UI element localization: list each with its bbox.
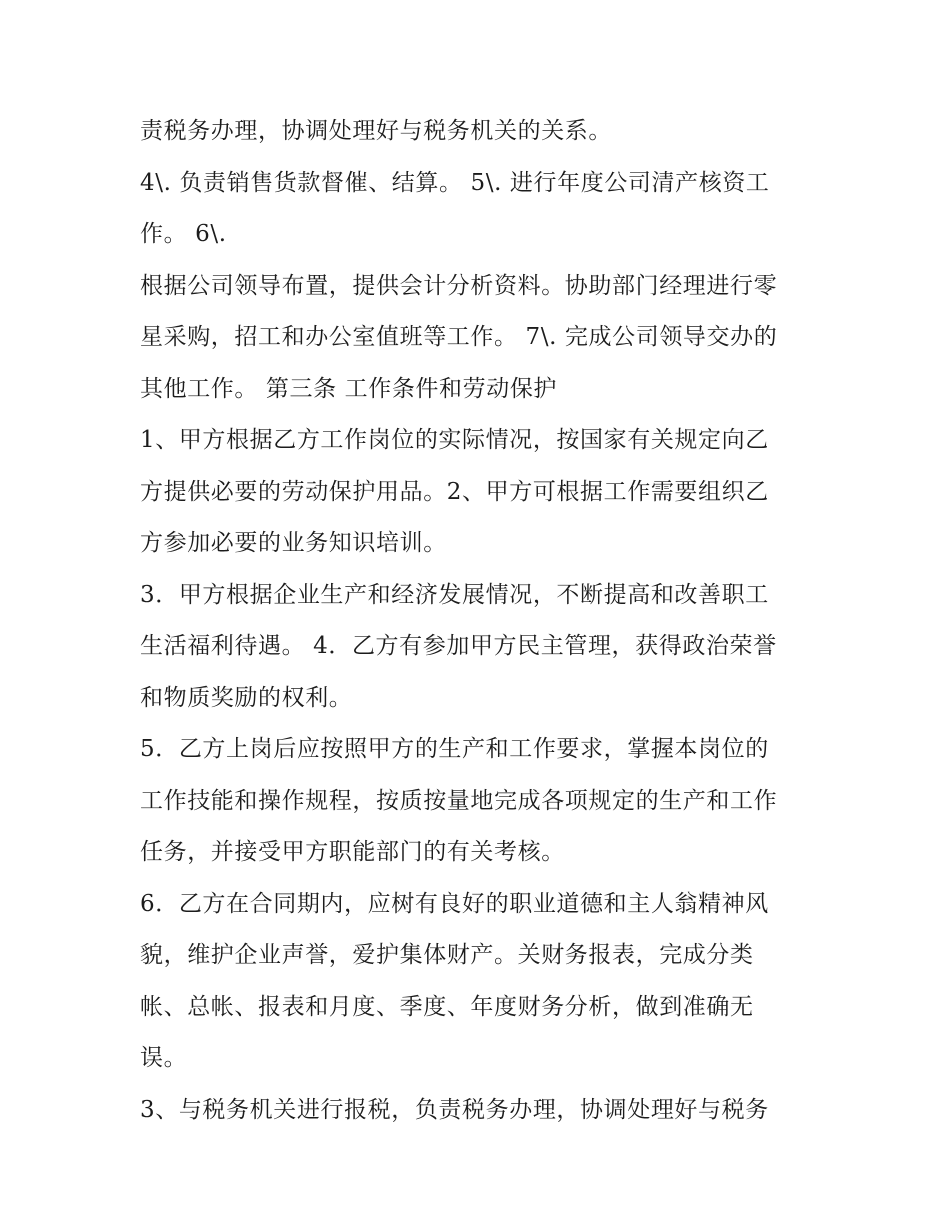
text-line: 方参加必要的业务知识培训。 [140,530,447,556]
text-line: 帐、总帐、报表和月度、季度、年度财务分析，做到准确无 [140,993,754,1020]
text-line: 工作技能和操作规程，按质按量地完成各项规定的生产和工作 [140,787,778,814]
text-line: 4\. 负责销售货款督催、结算。 5\. 进行年度公司清产核资工 [140,169,770,196]
text-line: 3、与税务机关进行报税，负责税务办理，协调处理好与税务 [140,1096,769,1123]
text-line: 其他工作。 第三条 工作条件和劳动保护 [140,375,558,402]
text-line: 1、甲方根据乙方工作岗位的实际情况，按国家有关规定向乙 [140,427,769,453]
text-line: 3．甲方根据企业生产和经济发展情况，不断提高和改善职工 [140,581,769,608]
text-line: 6．乙方在合同期内，应树有良好的职业道德和主人翁精神风 [140,890,769,917]
document-body [140,106,820,1136]
text-line: 根据公司领导布置，提供会计分析资料。协助部门经理进行零 [140,272,778,299]
text-line: 误。 [140,1045,188,1071]
text-line: 5．乙方上岗后应按照甲方的生产和工作要求，掌握本岗位的 [140,736,769,762]
text-line: 生活福利待遇。 4．乙方有参加甲方民主管理，获得政治荣誉 [140,633,777,659]
text-line: 责税务办理，协调处理好与税务机关的关系。 [140,118,612,144]
text-line: 和物质奖励的权利。 [140,684,353,711]
text-line: 任务，并接受甲方职能部门的有关考核。 [140,839,565,865]
text-line: 星采购，招工和办公室值班等工作。 7\. 完成公司领导交办的 [140,324,778,350]
text-line: 貌，维护企业声誉，爱护集体财产。关财务报表，完成分类 [140,942,754,968]
text-line: 方提供必要的劳动保护用品。2、甲方可根据工作需要组织乙 [140,478,769,505]
text-line: 作。 6\. [140,221,227,247]
